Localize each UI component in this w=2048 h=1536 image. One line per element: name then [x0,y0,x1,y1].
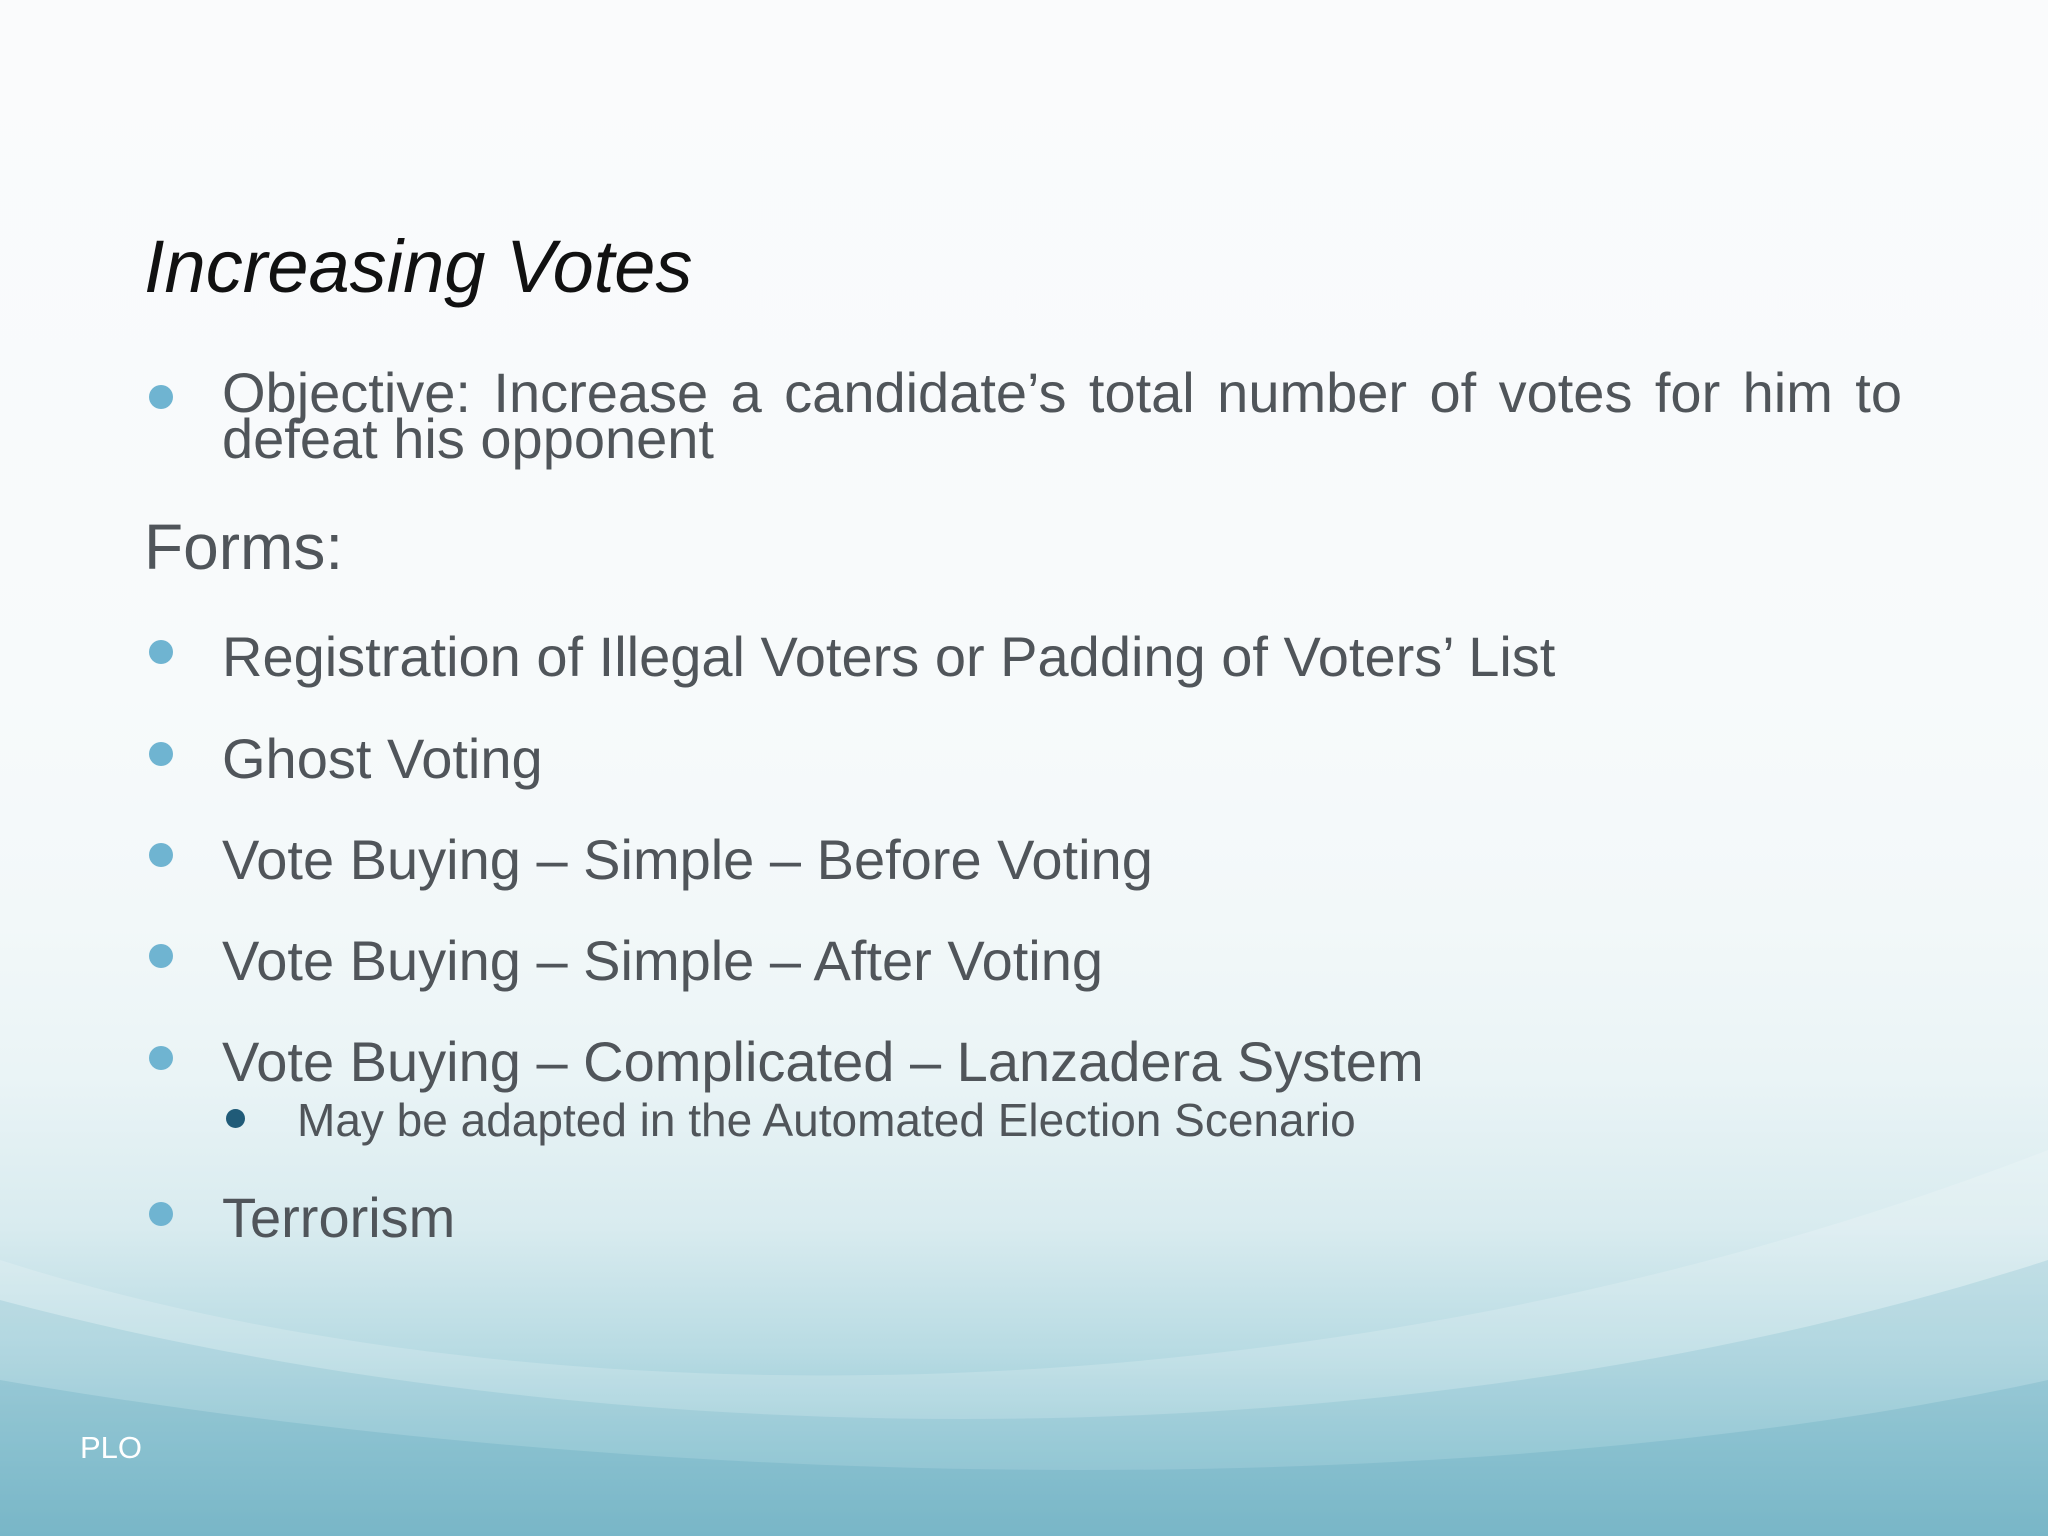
bullet-icon [149,385,173,409]
list-item: Terrorism [222,1186,456,1249]
bullet-icon [149,640,173,664]
bullet-icon [149,742,173,766]
forms-heading: Forms: [144,511,344,583]
bullet-icon [149,843,173,867]
list-item: Ghost Voting [222,727,543,790]
list-item: Vote Buying – Complicated – Lanzadera System [222,1030,1424,1093]
list-item: Vote Buying – Simple – After Voting [222,929,1104,992]
sub-bullet-icon [226,1109,245,1128]
slide-title: Increasing Votes [144,225,693,308]
list-item: Vote Buying – Simple – Before Voting [222,828,1153,891]
objective-text: Objective: Increase a candidate’s total number of votes for him to defeat his opponent [222,361,1902,470]
bullet-icon [149,944,173,968]
bullet-icon [149,1202,173,1226]
list-item: Registration of Illegal Voters or Padding of Voters’ List [222,625,1556,688]
bullet-icon [149,1046,173,1070]
sub-list-item: May be adapted in the Automated Election Scenario [297,1094,1356,1146]
footer-text: PLO [80,1430,143,1465]
